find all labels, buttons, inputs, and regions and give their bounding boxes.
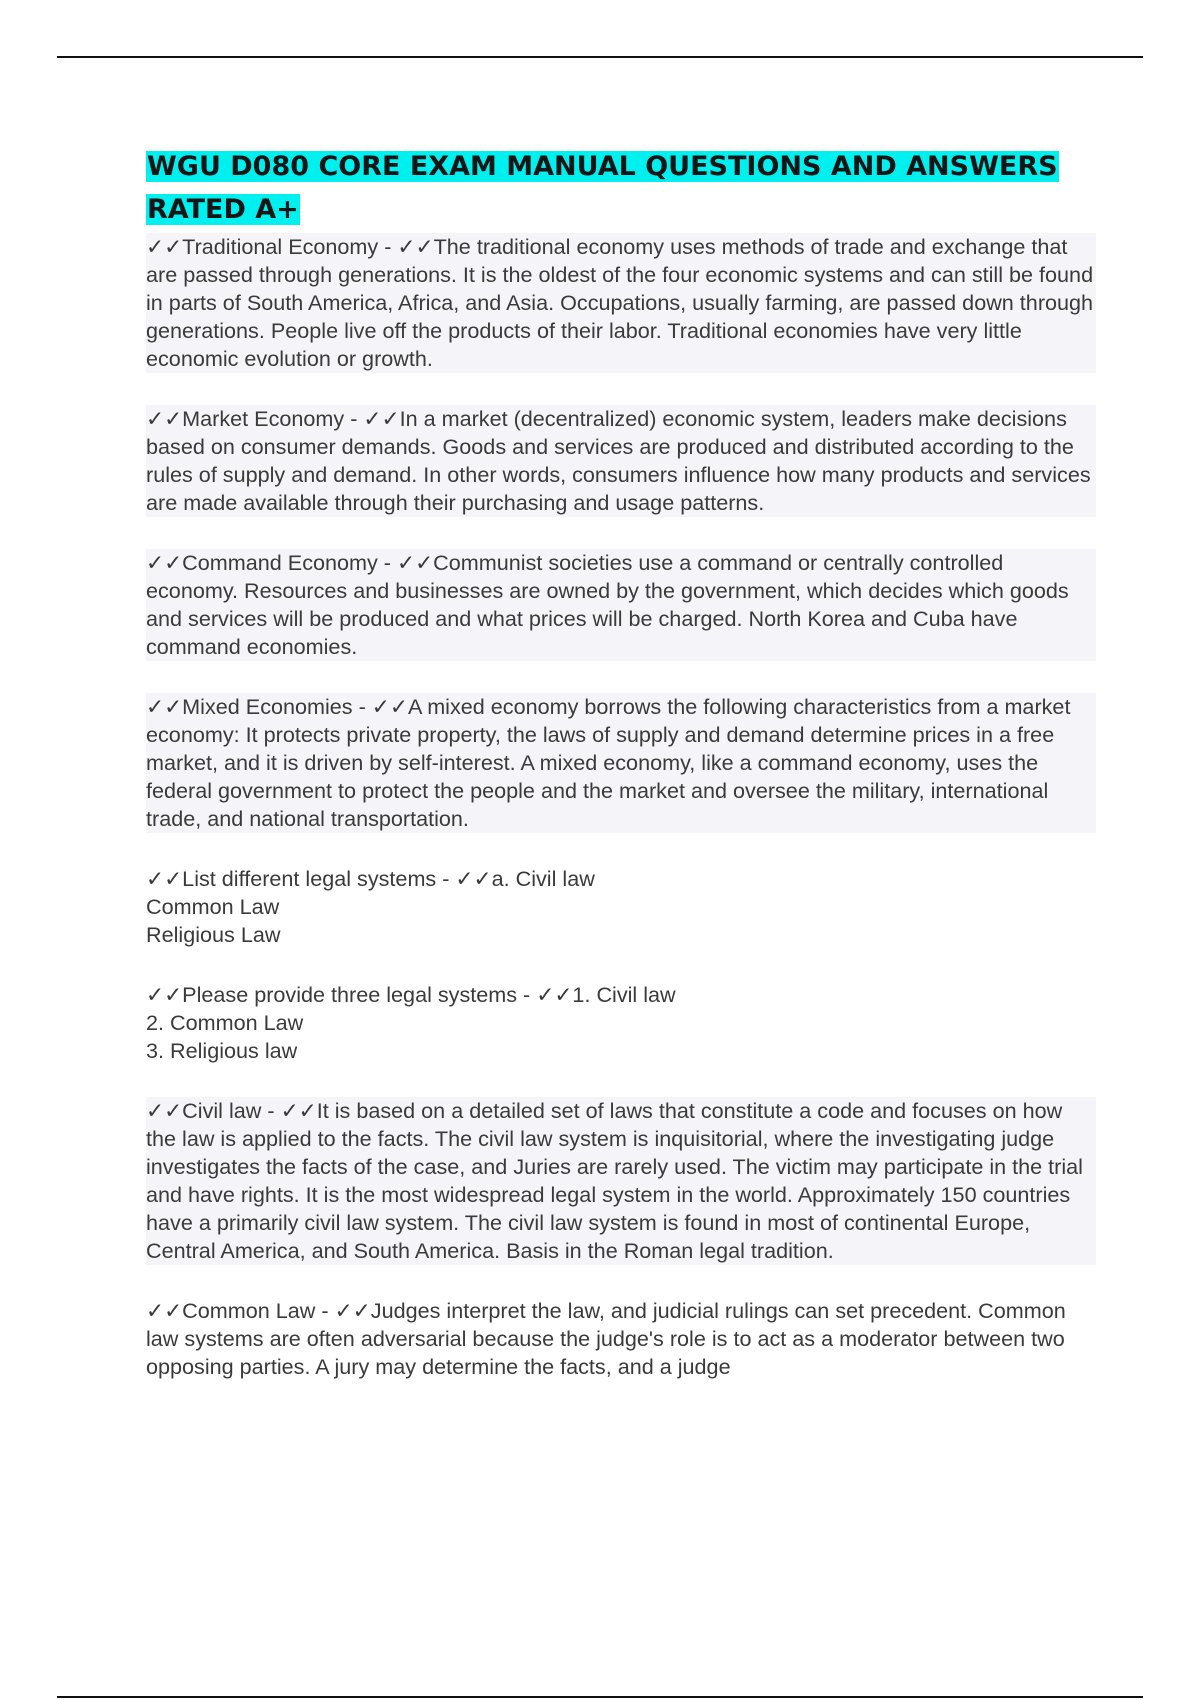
qa-entry [146,981,1096,1065]
qa-entry [146,693,1096,833]
qa-answer: ✓✓In a market (decentralized) economic system, leaders make decisions based on consumer demands. Goods and services are produced and distributed according to the rules of supply and demand. In other words, consumers influence how many products and services are made available through their purchasing and usage patterns. [146,406,1091,515]
qa-answer: ✓✓a. Civil law Common Law Religious Law [146,866,595,947]
qa-entry [146,549,1096,661]
qa-entry [146,865,1096,949]
qa-term: ✓✓List different legal systems - [146,866,456,891]
qa-entry [146,1297,1096,1381]
header-rule [57,56,1143,58]
footer-rule [57,1696,1143,1698]
qa-term: ✓✓Civil law - [146,1098,281,1123]
qa-entry [146,1097,1096,1265]
qa-answer: ✓✓Judges interpret the law, and judicial rulings can set precedent. Common law systems are often adversarial because the judge's role is to act as a moderator between two opposing parties. A jury may determine the facts, and a judge [146,1298,1066,1379]
qa-answer: ✓✓Communist societies use a command or centrally controlled economy. Resources and businesses are owned by the government, which decides which goods and services will be produced and what prices will be charged. North Korea and Cuba have command economies. [146,550,1069,659]
qa-term: ✓✓Market Economy - [146,406,364,431]
qa-answer: ✓✓It is based on a detailed set of laws that constitute a code and focuses on how the law is applied to the facts. The civil law system is inquisitorial, where the investigating judge investigates the facts of the case, and Juries are rarely used. The victim may participate in the trial and have rights. It is the most widespread legal system in the world. Approximately 150 countries have a primarily civil law system. The civil law system is found in most of continental Europe, Central America, and South America. Basis in the Roman legal tradition. [146,1098,1083,1263]
qa-entry [146,405,1096,517]
title-highlight: WGU D080 CORE EXAM MANUAL QUESTIONS AND ANSWERS RATED A+ [147,151,1058,225]
qa-entry [146,233,1096,373]
qa-term: ✓✓Common Law - [146,1298,335,1323]
document-title [146,145,1096,231]
document-body [146,145,1096,1413]
qa-answer: ✓✓The traditional economy uses methods of trade and exchange that are passed through generations. It is the oldest of the four economic systems and can still be found in parts of South America, Africa, and Asia. Occupations, usually farming, are passed down through generations. People live off the products of their labor. Traditional economies have very little economic evolution or growth. [146,234,1094,371]
qa-term: ✓✓Command Economy - [146,550,397,575]
qa-term: ✓✓Traditional Economy - [146,234,398,259]
qa-answer: ✓✓1. Civil law 2. Common Law 3. Religious law [146,982,676,1063]
qa-term: ✓✓Please provide three legal systems - [146,982,537,1007]
qa-answer: ✓✓A mixed economy borrows the following characteristics from a market economy: It protects private property, the laws of supply and demand determine prices in a free market, and it is driven by self-interest. A mixed economy, like a command economy, uses the federal government to protect the people and the market and oversee the military, international trade, and national transportation. [146,694,1071,831]
qa-term: ✓✓Mixed Economies - [146,694,372,719]
